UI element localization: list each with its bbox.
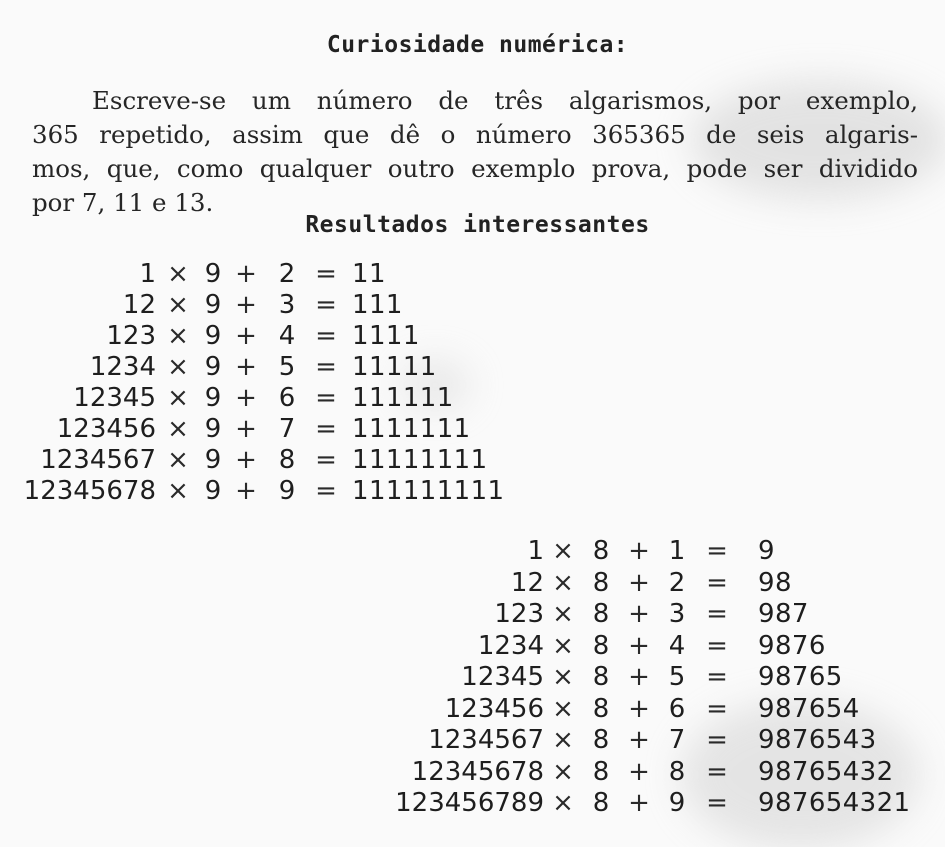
plus-sign: + (628, 693, 650, 724)
equation-result: 1111 (352, 321, 420, 351)
equation-multiplicand: 12 (510, 567, 544, 598)
equation-multiplicand: 1234 (89, 352, 156, 382)
equation-addend: 7 (278, 414, 296, 444)
equals-sign: = (315, 476, 337, 506)
equation-addend: 6 (278, 383, 296, 413)
equation-multiplier: 9 (204, 383, 222, 413)
equation-multiplier: 9 (204, 259, 222, 289)
equals-sign: = (315, 414, 337, 444)
equation-row (0, 476, 600, 507)
plus-sign: + (235, 321, 257, 351)
equation-result: 98765432 (758, 756, 894, 787)
plus-sign: + (628, 756, 650, 787)
equation-addend: 8 (668, 756, 686, 787)
equation-multiplier: 9 (204, 445, 222, 475)
equation-addend: 3 (668, 599, 686, 629)
equation-multiplier: 8 (592, 662, 610, 692)
equation-multiplicand: 12345 (461, 662, 544, 692)
equation-multiplicand: 123 (106, 321, 156, 351)
times-sign: × (167, 290, 189, 320)
equation-row (380, 631, 945, 663)
times-sign: × (552, 725, 574, 755)
plus-sign: + (628, 662, 650, 692)
plus-sign: + (628, 567, 650, 598)
plus-sign: + (235, 352, 257, 382)
equation-addend: 2 (278, 259, 296, 289)
equation-multiplicand: 12345678 (411, 756, 544, 787)
plus-sign: + (235, 290, 257, 320)
equation-addend: 4 (668, 630, 686, 661)
equation-multiplier: 8 (592, 693, 610, 724)
times-sign: × (552, 788, 574, 818)
plus-sign: + (628, 788, 650, 818)
equals-sign: = (706, 567, 728, 598)
equation-addend: 8 (278, 445, 296, 475)
paragraph-line: mos, que, como qualquer outro exemplo prova, pode ser dividido (32, 154, 918, 183)
equals-sign: = (706, 536, 728, 566)
equation-multiplicand: 123456 (56, 414, 156, 444)
equals-sign: = (315, 259, 337, 289)
times-sign: × (552, 756, 574, 787)
equation-multiplier: 9 (204, 321, 222, 351)
equation-multiplier: 8 (592, 630, 610, 661)
equation-addend: 6 (668, 693, 686, 724)
equation-row (0, 321, 600, 352)
equation-result: 987654 (758, 693, 860, 724)
plus-sign: + (628, 630, 650, 661)
equation-result: 98765 (758, 662, 843, 692)
equals-sign: = (315, 383, 337, 413)
equation-row (0, 290, 600, 321)
times-sign: × (552, 567, 574, 598)
page-title: Curiosidade numérica: (326, 32, 629, 58)
plus-sign: + (235, 476, 257, 506)
plus-sign: + (235, 414, 257, 444)
equation-result: 111111 (352, 383, 454, 413)
equation-result: 987654321 (758, 788, 911, 818)
equation-row (380, 536, 945, 568)
equation-multiplier: 9 (204, 352, 222, 382)
equation-row (0, 352, 600, 383)
equation-row (380, 725, 945, 757)
plus-sign: + (628, 536, 650, 566)
equation-addend: 9 (278, 476, 296, 506)
equation-result: 111111111 (352, 476, 505, 506)
plus-sign: + (628, 725, 650, 755)
equation-multiplicand: 1234567 (40, 445, 156, 475)
equation-result: 1111111 (352, 414, 471, 444)
equation-multiplier: 8 (592, 756, 610, 787)
equation-multiplier: 8 (592, 536, 610, 566)
equation-multiplicand: 1 (139, 259, 156, 289)
equals-sign: = (706, 630, 728, 661)
plus-sign: + (628, 599, 650, 629)
equals-sign: = (706, 693, 728, 724)
equals-sign: = (706, 662, 728, 692)
times-sign: × (167, 476, 189, 506)
equation-multiplicand: 12345 (73, 383, 156, 413)
equation-multiplier: 8 (592, 788, 610, 818)
equation-row (0, 259, 600, 290)
equation-addend: 5 (668, 662, 686, 692)
equation-result: 111 (352, 290, 403, 320)
equation-result: 98 (758, 567, 792, 598)
equals-sign: = (315, 445, 337, 475)
equals-sign: = (706, 788, 728, 818)
times-sign: × (552, 693, 574, 724)
intro-paragraph (32, 84, 918, 220)
equation-result: 11 (352, 259, 386, 289)
equals-sign: = (315, 290, 337, 320)
equals-sign: = (706, 756, 728, 787)
plus-sign: + (235, 259, 257, 289)
equation-addend: 5 (278, 352, 296, 382)
paragraph-line: por 7, 11 e 13. (32, 188, 214, 217)
equation-row (380, 694, 945, 726)
equation-result: 987 (758, 599, 809, 629)
equation-addend: 4 (278, 321, 296, 351)
equals-sign: = (315, 321, 337, 351)
equation-multiplicand: 12345678 (23, 476, 156, 506)
equation-multiplicand: 123456 (444, 693, 544, 724)
equation-multiplier: 9 (204, 290, 222, 320)
equation-multiplier: 8 (592, 725, 610, 755)
equation-addend: 7 (668, 725, 686, 755)
equals-sign: = (706, 599, 728, 629)
equation-row (380, 662, 945, 694)
equations-eights-block (380, 536, 945, 820)
times-sign: × (167, 414, 189, 444)
equation-multiplier: 8 (592, 567, 610, 598)
equation-multiplier: 8 (592, 599, 610, 629)
equation-row (380, 568, 945, 600)
equation-multiplier: 9 (204, 476, 222, 506)
paragraph-line: Escreve-se um número de três algarismos, por exemplo, (92, 86, 918, 115)
equation-result: 9 (758, 536, 775, 566)
equals-sign: = (315, 352, 337, 382)
section-subtitle: Resultados interessantes (305, 212, 650, 238)
equations-nines-block (0, 259, 600, 507)
equation-row (0, 383, 600, 414)
times-sign: × (167, 321, 189, 351)
equals-sign: = (706, 725, 728, 755)
equation-row (0, 414, 600, 445)
paragraph-line: 365 repetido, assim que dê o número 365365 de seis algaris- (32, 120, 918, 149)
equation-multiplicand: 1 (527, 536, 544, 566)
equation-addend: 2 (668, 567, 686, 598)
times-sign: × (167, 352, 189, 382)
equation-row (380, 757, 945, 789)
plus-sign: + (235, 445, 257, 475)
equation-result: 9876543 (758, 725, 877, 755)
times-sign: × (552, 630, 574, 661)
equation-result: 9876 (758, 630, 826, 661)
equation-multiplicand: 1234567 (428, 725, 544, 755)
equation-addend: 3 (278, 290, 296, 320)
equation-result: 11111 (352, 352, 437, 382)
equation-row (380, 788, 945, 820)
equation-multiplicand: 12 (122, 290, 156, 320)
plus-sign: + (235, 383, 257, 413)
times-sign: × (167, 259, 189, 289)
equation-multiplicand: 123456789 (395, 788, 544, 818)
equation-addend: 1 (668, 536, 686, 566)
times-sign: × (167, 383, 189, 413)
times-sign: × (167, 445, 189, 475)
equation-multiplier: 9 (204, 414, 222, 444)
equation-addend: 9 (668, 788, 686, 818)
equation-row (0, 445, 600, 476)
equation-multiplicand: 1234 (477, 630, 544, 661)
equation-multiplicand: 123 (494, 599, 544, 629)
equation-row (380, 599, 945, 631)
times-sign: × (552, 536, 574, 566)
times-sign: × (552, 599, 574, 629)
equation-result: 11111111 (352, 445, 488, 475)
times-sign: × (552, 662, 574, 692)
